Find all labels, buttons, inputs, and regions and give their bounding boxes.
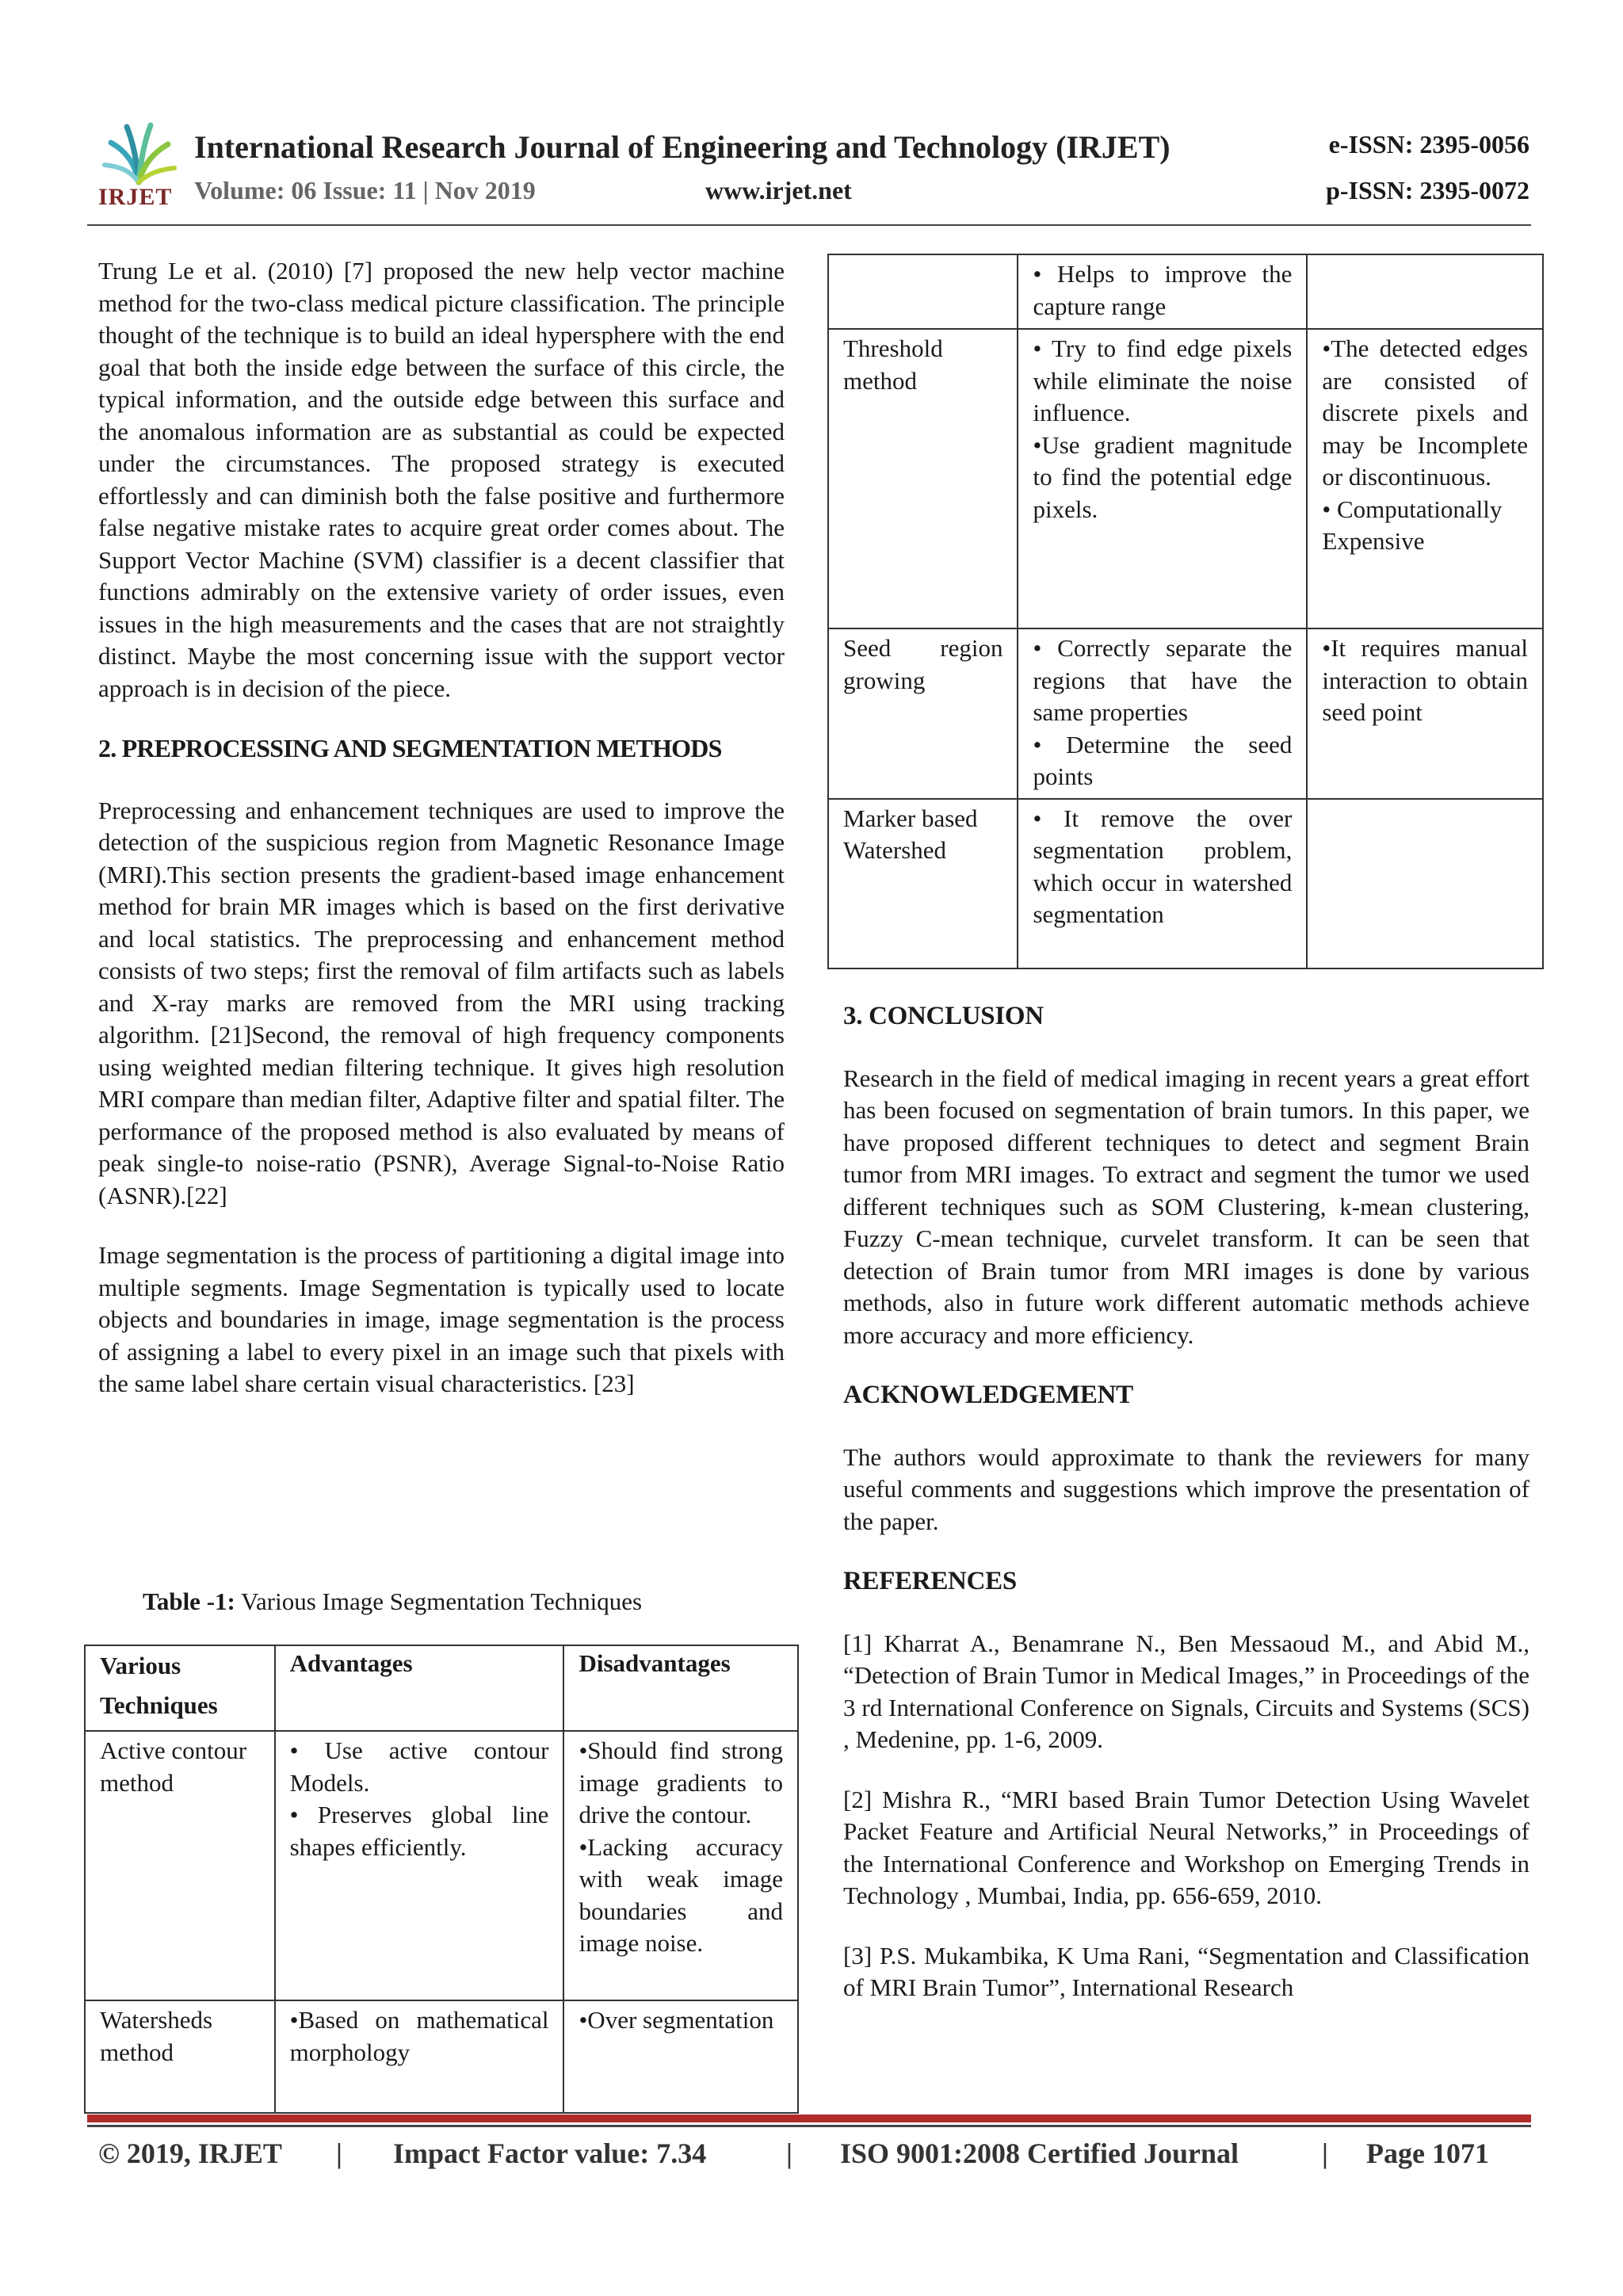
technique-cell: Watersheds method [85,2000,275,2113]
footer-separator: | [786,2137,792,2169]
journal-title: International Research Journal of Engineering and Technology (IRJET) [194,129,1170,165]
pissn: p-ISSN: 2395-0072 [1326,176,1529,204]
advantage-item: • It remove the over segmentation problem, which occur in watershed segmentation [1033,804,1293,928]
advantage-item: • Try to find edge pixels while eliminate the noise influence. [1033,334,1293,426]
section-2-heading: 2. PREPROCESSING AND SEGMENTATION METHODS [98,734,722,762]
disadvantage-item: •Lacking accuracy with weak image boundaries and image noise. [579,1832,783,1957]
advantages-cell [1018,799,1307,968]
table-row [85,1731,798,2000]
disadvantage-item: •The detected edges are consisted of discrete pixels and may be Incomplete or discontinuous. [1322,334,1528,491]
conclusion-paragraph: Research in the field of medical imaging in recent years a great effort has been focused on segmentation of brain tumors. In this paper, we have proposed different techniques to detect and segment Brain tumor from MRI images. To extract and segment the tumor we used different techniques such as SOM Clustering, k-mean clustering, Fuzzy C-mean technique, curvelet transform. It can be seen that detection of Brain tumor from MRI images is done by various methods, also in future work different automatic methods achieve more accuracy and more efficiency. [843,1064,1529,1349]
table-row [828,254,1543,329]
disadvantage-item: • Computationally Expensive [1322,495,1503,555]
section-2-paragraph-2: Image segmentation is the process of partitioning a digital image into multiple segments. Image Segmentation is typically used to locate objects and boundaries in image, image segmentation is the process of assigning a label to every pixel in an image such that pixels with the same label share certain visual characteristics. [23] [98,1241,785,1397]
intro-paragraph: Trung Le et al. (2010) [7] proposed the new help vector machine method for the two-class medical picture classification. The principle thought of the technique is to build an ideal hypersphere with the end goal that both the inside edge between the surface of this circle, the typical information, and the outside edge between this surface and the anomalous information are as substantial as could be expected under the circumstances. The proposed strategy is executed effortlessly and can diminish both the false positive and furthermore false negative mistake rates to acquire great order comes about. The Support Vector Machine (SVM) classifier is a decent classifier that functions admirably on the extensive variety of order issues, even issues in the high measurements and the cases that are not straightly distinct. Maybe the most concerning issue with the support vector approach is in decision of the piece. [98,257,785,702]
disadvantage-item: •Over segmentation [579,2006,774,2034]
technique-cell: Seed region growing [828,628,1018,799]
advantages-cell [275,2000,564,2113]
header-disadvantages: Disadvantages [563,1645,798,1731]
logo-text: IRJET [98,184,173,210]
disadvantage-item: •It requires manual interaction to obtain seed point [1322,634,1528,726]
disadvantage-item: •Should find strong image gradients to drive the contour. [579,1736,783,1828]
header-divider [87,224,1531,226]
footer-copyright: © 2019, IRJET [98,2137,282,2169]
reference-item: [3] P.S. Mukambika, K Uma Rani, “Segmentation and Classification of MRI Brain Tumor”, International Research [843,1941,1529,2001]
advantage-item: • Use active contour Models. [289,1736,549,1797]
right-column [843,1000,1529,2032]
header-advantages: Advantages [275,1645,564,1731]
journal-header [87,111,1529,222]
disadvantages-cell [1307,254,1543,329]
disadvantages-cell [1307,628,1543,799]
advantage-item: • Correctly separate the regions that have the same properties [1033,634,1293,726]
footer-accent-bar [87,2115,1531,2122]
footer-separator: | [1322,2137,1328,2169]
advantages-cell [275,1731,564,2000]
technique-cell [828,254,1018,329]
conclusion-heading: 3. CONCLUSION [843,1002,1044,1030]
advantage-item: •Use gradient magnitude to find the potential edge pixels. [1033,430,1293,523]
website-link[interactable]: www.irjet.net [705,176,852,204]
table-caption-text: Various Image Segmentation Techniques [241,1587,643,1615]
reference-item: [2] Mishra R., “MRI based Brain Tumor Detection Using Wavelet Packet Feature and Artificial Neural Networks,” in Proceedings of the International Conference and Workshop on Emerging Trends in Technology , Mumbai, India, pp. 656-659, 2010. [843,1785,1529,1909]
table-row [85,2000,798,2113]
advantage-item: • Determine the seed points [1033,730,1293,790]
footer-separator: | [336,2137,342,2169]
eissn: e-ISSN: 2395-0056 [1328,130,1529,159]
technique-cell: Threshold method [828,329,1018,628]
disadvantages-cell [1307,799,1543,968]
advantage-item: • Preserves global line shapes efficiently. [289,1801,549,1861]
footer-page-number: Page 1071 [1366,2137,1489,2169]
left-column [98,255,785,1428]
section-2-paragraph-1: Preprocessing and enhancement techniques are used to improve the detection of the suspicious region from Magnetic Resonance Image (MRI).This section presents the gradient-based image enhancement method for brain MR images which is based on the first derivative and local statistics. The preprocessing and enhancement method consists of two steps; first the removal of film artifacts such as labels and X-ray marks are removed from the MRI using tracking algorithm. [21]Second, the removal of high frequency components using weighted median filtering technique. It gives high resolution MRI compare than median filter, Adaptive filter and spatial filter. The performance of the proposed method is also evaluated by means of peak single-to noise-ratio (PSNR), Average Signal-to-Noise Ratio (ASNR).[22] [98,796,785,1209]
advantages-cell [1018,329,1307,628]
acknowledgement-paragraph: The authors would approximate to thank the reviewers for many useful comments and suggestions which improve the presentation of the paper. [843,1442,1529,1535]
advantages-cell [1018,628,1307,799]
page-footer [98,2137,1525,2176]
header-techniques: Various Techniques [85,1645,275,1731]
reference-item: [1] Kharrat A., Benamrane N., Ben Messaoud M., and Abid M., “Detection of Brain Tumor in Medical Images,” in Proceedings of the 3 rd International Conference on Signals, Circuits and Systems (SCS) , Medenine, pp. 1-6, 2009. [843,1629,1529,1753]
table-row [828,628,1543,799]
volume-issue: Volume: 06 Issue: 11 | Nov 2019 [194,176,536,204]
footer-iso: ISO 9001:2008 Certified Journal [840,2137,1239,2169]
advantages-cell [1018,254,1307,329]
table-caption [143,1587,642,1616]
table-row [828,799,1543,968]
references-heading: REFERENCES [843,1567,1017,1595]
acknowledgement-heading: ACKNOWLEDGEMENT [843,1381,1133,1409]
advantage-item: •Based on mathematical morphology [289,2006,549,2066]
table-header-row [85,1645,798,1731]
segmentation-table-part2 [827,254,1544,969]
footer-impact-factor: Impact Factor value: 7.34 [393,2137,707,2169]
technique-cell: Marker based Watershed [828,799,1018,968]
advantage-item: • Helps to improve the capture range [1033,260,1293,320]
table-caption-label: Table -1: [143,1587,235,1615]
table-row [828,329,1543,628]
segmentation-table-part1 [84,1645,799,2114]
disadvantages-cell [563,1731,798,2000]
disadvantages-cell [563,2000,798,2113]
footer-divider [87,2125,1531,2127]
technique-cell: Active contour method [85,1731,275,2000]
disadvantages-cell [1307,329,1543,628]
